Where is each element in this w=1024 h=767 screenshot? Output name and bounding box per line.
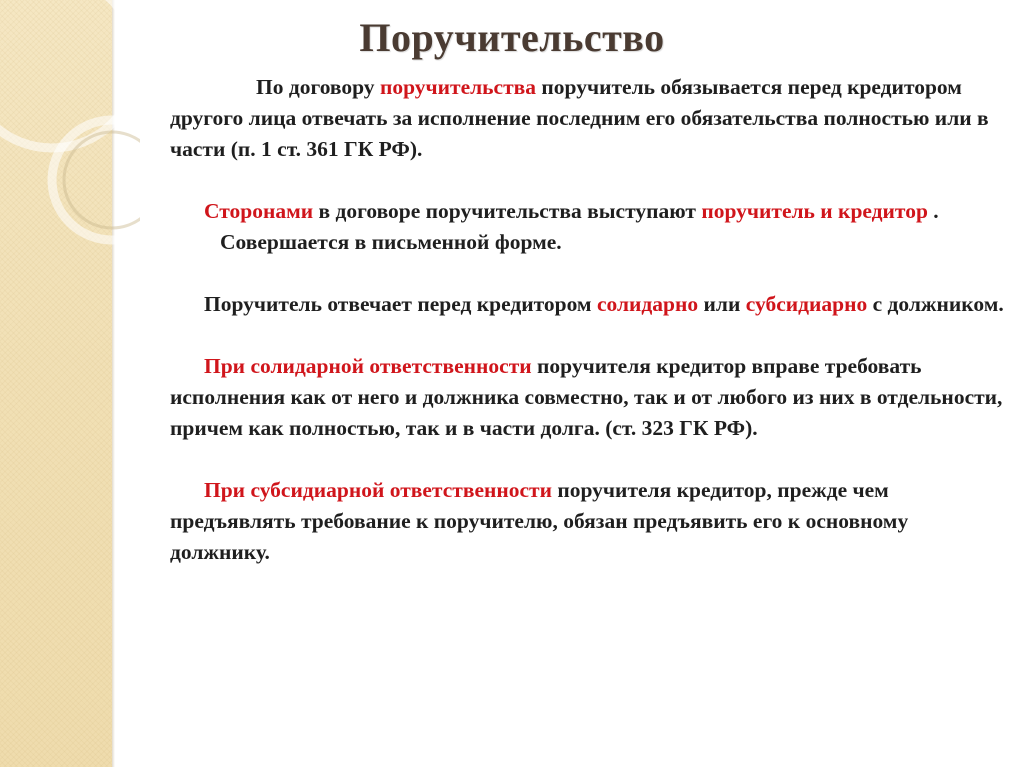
paragraph-liability	[170, 289, 1010, 320]
paragraph-form	[170, 227, 1010, 258]
text: или	[698, 292, 746, 316]
text: поручителя кредитор, прежде чем предъявлять требование к поручителю, обязан предъявить его к основному должнику.	[170, 478, 909, 564]
highlight: солидарно	[596, 292, 699, 316]
text: Совершается в письменной форме.	[220, 230, 562, 254]
highlight: Сторонами	[204, 199, 314, 223]
highlight: При солидарной ответственности	[204, 354, 532, 378]
text: .	[927, 199, 939, 223]
text: поручителя кредитор вправе требовать исполнения как от него и должника совместно, так и от любого из них в отдельности, причем как полностью, так и в части долга. (ст. 323 ГК РФ).	[170, 354, 1003, 440]
paragraph-parties	[170, 196, 1010, 227]
paragraph-subsidiary	[170, 475, 1010, 568]
text: в договоре поручительства выступают	[313, 199, 702, 223]
highlight: При субсидиарной ответственности	[204, 478, 552, 502]
highlight: поручительства	[379, 75, 537, 99]
text: поручитель обязывается перед кредитором другого лица отвечать за исполнение последним его обязательства полностью или в части (п. 1 ст. 361 ГК РФ).	[170, 75, 989, 161]
highlight: поручитель и кредитор	[701, 199, 928, 223]
text: По договору	[256, 75, 380, 99]
text: Поручитель отвечает перед кредитором	[204, 292, 597, 316]
text: с должником.	[867, 292, 1004, 316]
slide-content	[170, 72, 1010, 568]
page-title: Поручительство	[359, 15, 665, 60]
paragraph-solidary	[170, 351, 1010, 444]
highlight: субсидиарно	[745, 292, 868, 316]
paragraph-definition	[170, 72, 1010, 165]
